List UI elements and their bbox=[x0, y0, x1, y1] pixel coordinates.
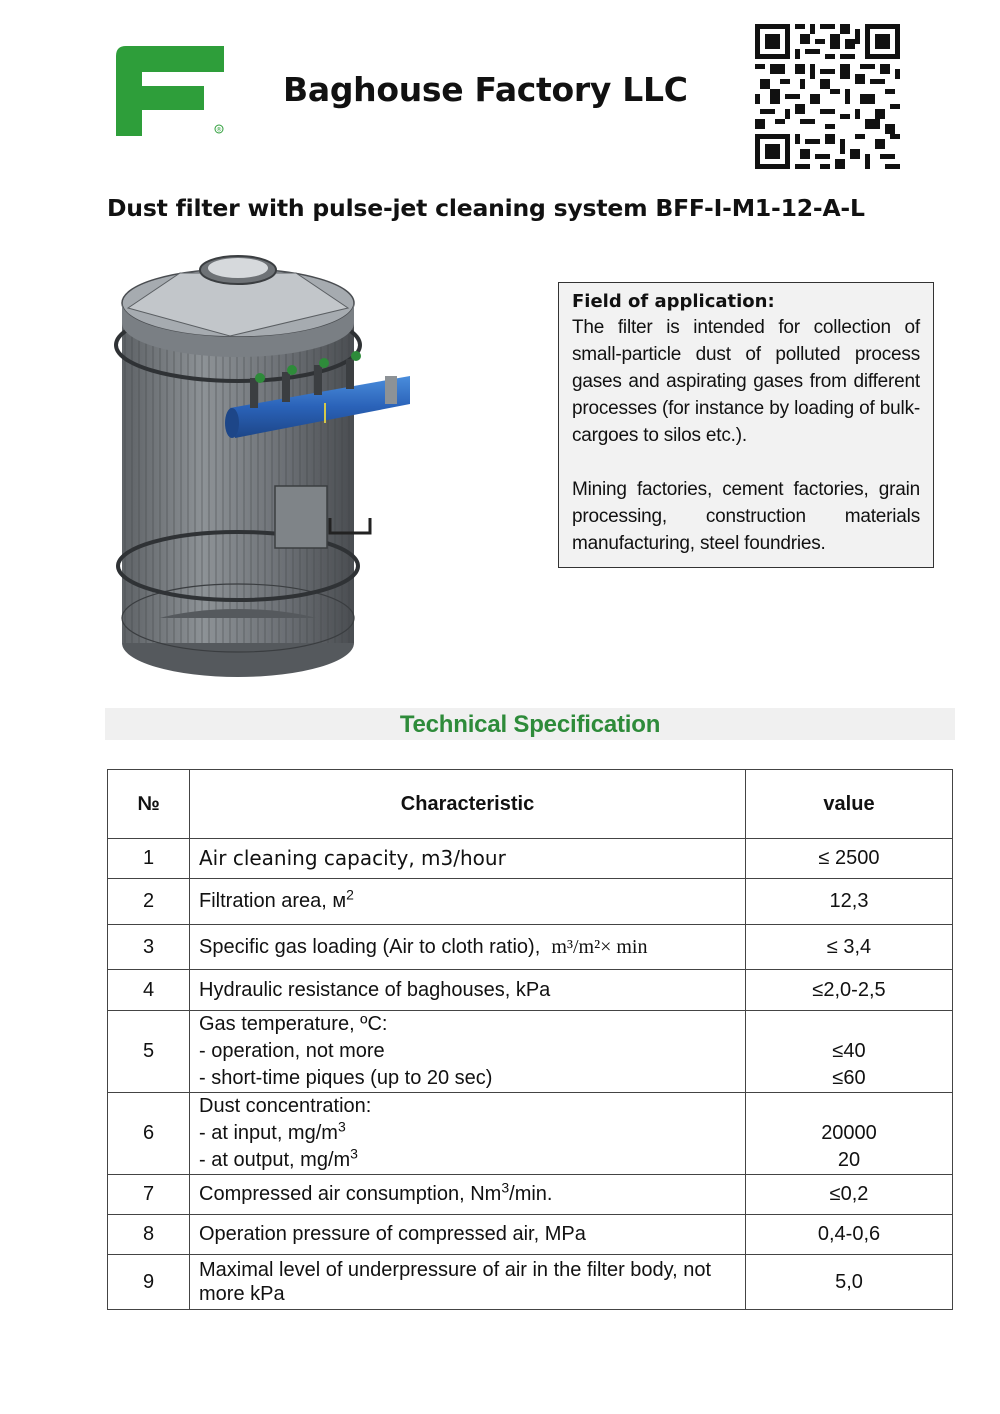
row-line-text: - at input, mg/m bbox=[199, 1122, 338, 1144]
table-row bbox=[108, 925, 953, 970]
row-characteristic bbox=[190, 1011, 746, 1093]
row-value bbox=[746, 1011, 953, 1093]
row-num: 5 bbox=[108, 1011, 190, 1093]
unit-superscript: 3 bbox=[501, 1179, 510, 1196]
header-characteristic: Characteristic bbox=[190, 770, 746, 839]
row-characteristic-text: /min. bbox=[509, 1183, 553, 1205]
application-heading: Field of application: bbox=[572, 291, 775, 312]
application-description: The filter is intended for collection of small-particle dust of polluted process gases and aspirating gases from different processes (for instance by loading of bulk-cargoes to silos etc.). bbox=[572, 317, 920, 446]
row-num: 2 bbox=[108, 879, 190, 925]
row-value-line: 20000 bbox=[821, 1122, 877, 1144]
row-value: 12,3 bbox=[746, 879, 953, 925]
row-line: Gas temperature, ºС: bbox=[199, 1013, 388, 1035]
application-box bbox=[558, 282, 934, 568]
table-row bbox=[108, 970, 953, 1011]
unit-superscript: 3 bbox=[350, 1145, 358, 1162]
row-value bbox=[746, 1093, 953, 1175]
row-characteristic: Air cleaning capacity, m3/hour bbox=[190, 839, 746, 879]
company-logo bbox=[112, 42, 228, 140]
row-num: 6 bbox=[108, 1093, 190, 1175]
row-characteristic-text: Compressed air consumption, Nm bbox=[199, 1183, 502, 1205]
row-num: 3 bbox=[108, 925, 190, 970]
row-characteristic bbox=[190, 1093, 746, 1175]
row-value: ≤2,0-2,5 bbox=[746, 970, 953, 1011]
row-line: - short-time piques (up to 20 sec) bbox=[199, 1067, 493, 1089]
row-line: - operation, not more bbox=[199, 1040, 385, 1062]
row-line: Dust concentration: bbox=[199, 1095, 372, 1117]
table-row bbox=[108, 1093, 953, 1175]
row-num: 7 bbox=[108, 1175, 190, 1215]
row-line-text: - at output, mg/m bbox=[199, 1149, 351, 1171]
table-header-row bbox=[108, 770, 953, 839]
row-characteristic bbox=[190, 925, 746, 970]
row-characteristic bbox=[190, 1175, 746, 1215]
row-characteristic-text: Specific gas loading (Air to cloth ratio), bbox=[199, 935, 541, 958]
row-line: more kPa bbox=[199, 1283, 285, 1305]
row-value: 0,4-0,6 bbox=[746, 1215, 953, 1255]
registered-mark: ® bbox=[216, 126, 222, 134]
row-value-line: ≤60 bbox=[832, 1067, 866, 1089]
table-row bbox=[108, 1011, 953, 1093]
row-characteristic: Operation pressure of compressed air, MPa bbox=[190, 1215, 746, 1255]
row-num: 4 bbox=[108, 970, 190, 1011]
row-characteristic bbox=[190, 1255, 746, 1310]
table-row bbox=[108, 1175, 953, 1215]
row-characteristic bbox=[190, 879, 746, 925]
header-num: № bbox=[108, 770, 190, 839]
unit-superscript: 2 bbox=[346, 886, 354, 903]
row-value-line: ≤40 bbox=[832, 1040, 866, 1062]
filter-illustration bbox=[110, 248, 440, 688]
table-row bbox=[108, 879, 953, 925]
application-industries: Mining factories, cement factories, grain processing, construction materials manufacturing, steel foundries. bbox=[572, 479, 920, 554]
qr-code[interactable] bbox=[755, 24, 900, 169]
row-num: 9 bbox=[108, 1255, 190, 1310]
row-value: ≤ 3,4 bbox=[746, 925, 953, 970]
row-value: ≤ 2500 bbox=[746, 839, 953, 879]
table-row bbox=[108, 1215, 953, 1255]
table-row bbox=[108, 1255, 953, 1310]
row-characteristic-text: Filtration area, м bbox=[199, 890, 347, 912]
row-characteristic: Hydraulic resistance of baghouses, kPa bbox=[190, 970, 746, 1011]
row-value-line: 20 bbox=[837, 1149, 861, 1171]
spec-title-band bbox=[105, 708, 955, 740]
row-line: Maximal level of underpressure of air in the filter body, not bbox=[199, 1259, 712, 1281]
table-row bbox=[108, 839, 953, 879]
unit-superscript: 3 bbox=[337, 1118, 346, 1135]
company-name: Baghouse Factory LLC bbox=[283, 70, 688, 109]
row-unit: m³/m²× min bbox=[551, 935, 648, 958]
row-line bbox=[199, 1120, 745, 1147]
row-num: 8 bbox=[108, 1215, 190, 1255]
document-title: Dust filter with pulse-jet cleaning system BFF-I-M1-12-A-L bbox=[107, 194, 865, 222]
spec-title: Technical Specification bbox=[399, 711, 661, 738]
row-value: ≤0,2 bbox=[746, 1175, 953, 1215]
header-value: value bbox=[746, 770, 953, 839]
row-line bbox=[199, 1147, 745, 1174]
spec-table bbox=[107, 769, 953, 1310]
row-value: 5,0 bbox=[746, 1255, 953, 1310]
row-num: 1 bbox=[108, 839, 190, 879]
